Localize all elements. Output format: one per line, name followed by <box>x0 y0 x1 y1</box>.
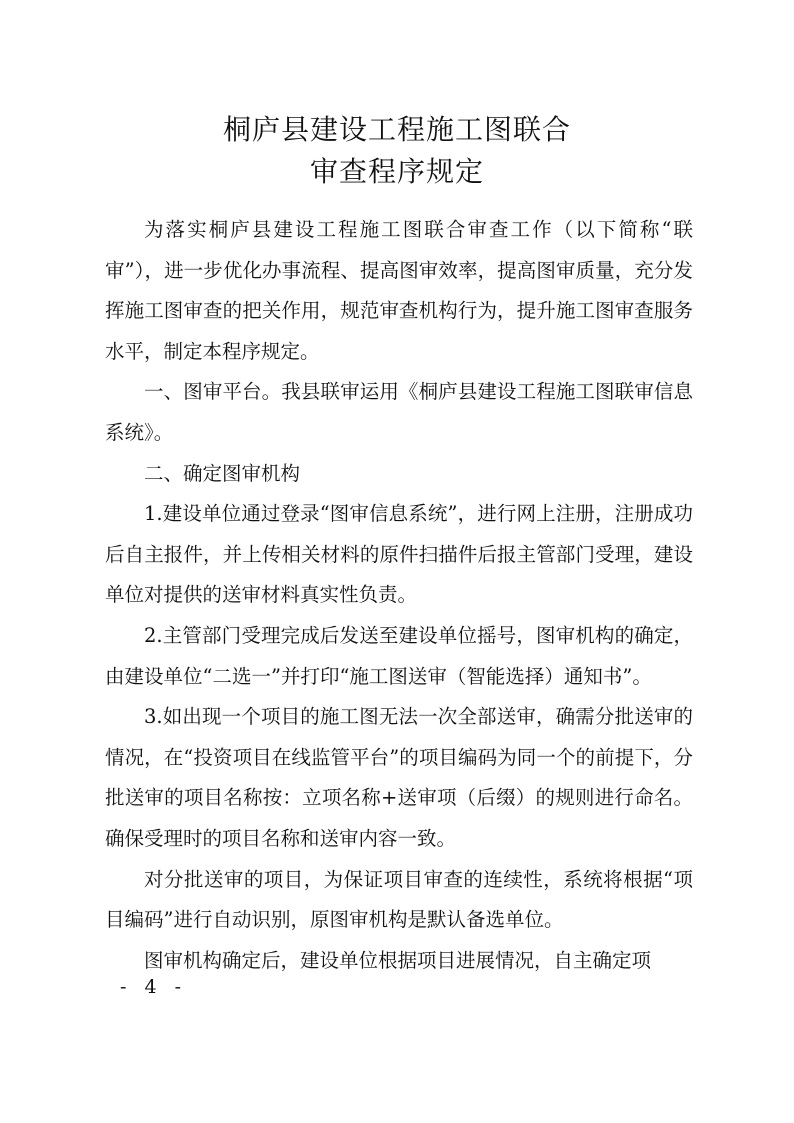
paragraph-intro: 为落实桐庐县建设工程施工图联合审查工作（以下简称“联审”），进一步优化办事流程、提高图审效率，提高图审质量，充分发挥施工图审查的把关作用，规范审查机构行为，提升施工图审查服务水平，制定本程序规定。 <box>105 218 693 363</box>
document-title-line-1: 桐庐县建设工程施工图联合 <box>222 113 571 146</box>
paragraph-item-1: 1.建设单位通过登录“图审信息系统”，进行网上注册，注册成功后自主报件，并上传相关材料的原件扫描件后报主管部门受理，建设单位对提供的送审材料真实性负责。 <box>105 502 693 607</box>
paragraph-item-2: 2.主管部门受理完成后发送至建设单位摇号，图审机构的确定，由建设单位“二选一”并打印“施工图送审（智能选择）通知书”。 <box>105 623 693 688</box>
document-body <box>105 210 693 981</box>
paragraph-section-2-heading: 二、确定图审机构 <box>144 461 301 485</box>
document-title-line-2: 审查程序规定 <box>309 155 484 188</box>
paragraph-batch-review: 对分批送审的项目，为保证项目审查的连续性，系统将根据“项目编码”进行自动识别，原图审机构是默认备选单位。 <box>105 867 693 932</box>
page-number: - 4 - <box>120 976 188 998</box>
paragraph-section-1: 一、图审平台。我县联审运用《桐庐县建设工程施工图联审信息系统》。 <box>105 380 693 444</box>
paragraph-item-3: 3.如出现一个项目的施工图无法一次全部送审，确需分批送审的情况，在“投资项目在线监管平台”的项目编码为同一个的前提下，分批送审的项目名称按：立项名称+送审项（后缀）的规则进行命名。确保受理时的项目名称和送审内容一致。 <box>105 705 693 850</box>
paragraph-after-selection: 图审机构确定后，建设单位根据项目进展情况，自主确定项 <box>144 948 652 972</box>
